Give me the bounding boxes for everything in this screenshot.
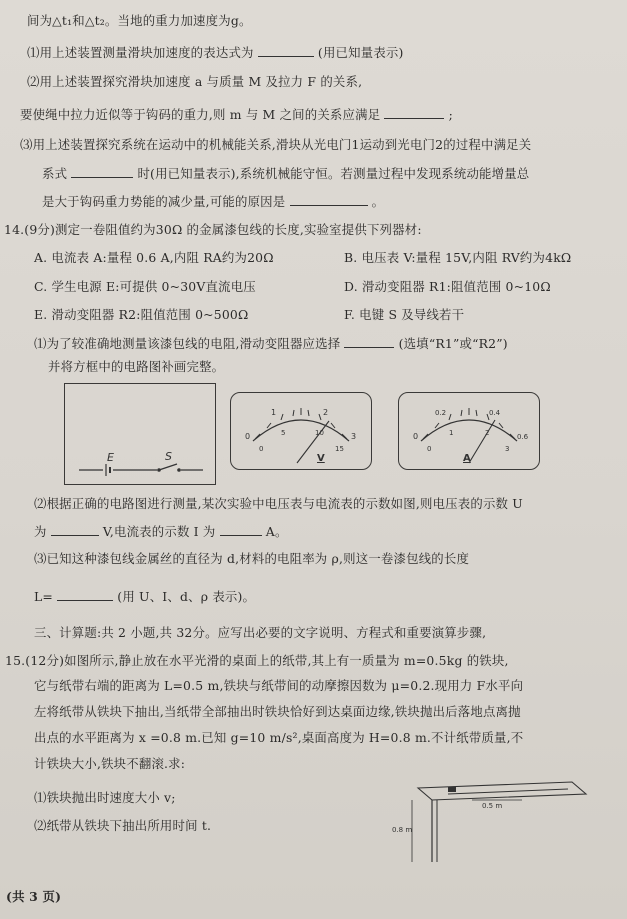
- outer-scale-0: 0: [245, 432, 251, 441]
- circuit-diagram: [65, 384, 215, 484]
- question-13-part-3-cont2: 是大于钩码重力势能的减少量,可能的原因是 。: [42, 194, 385, 209]
- inner-scale-2: 2: [485, 429, 490, 437]
- outer-scale-3: 3: [351, 432, 357, 441]
- voltmeter: [230, 392, 372, 470]
- equipment-c: C. 学生电源 E:可提供 0~30V直流电压: [34, 279, 256, 294]
- dial-ticks: [255, 408, 347, 439]
- inner-scale-3: 15: [335, 445, 344, 453]
- question-15-sub-2: ⑵纸带从铁块下抽出所用时间 t.: [34, 818, 212, 833]
- needle: [469, 420, 495, 463]
- question-13-part-1: ⑴用上述装置测量滑块加速度的表达式为 (用已知量表示): [27, 45, 404, 60]
- outer-scale-1: 1: [271, 408, 277, 417]
- outer-scale-3: 0.6: [517, 433, 529, 441]
- question-15-sub-1: ⑴铁块抛出时速度大小 v;: [34, 790, 176, 805]
- iron-block: [448, 787, 456, 792]
- battery-label: E: [107, 451, 114, 464]
- equipment-d: D. 滑动变阻器 R1:阻值范围 0~10Ω: [344, 279, 551, 294]
- equipment-a: A. 电流表 A:量程 0.6 A,内阻 RA约为20Ω: [34, 250, 274, 265]
- switch-label: S: [165, 450, 172, 463]
- question-15-text: 出点的水平距离为 x =0.8 m.已知 g=10 m/s²,桌面高度为 H=0.8 m.不计纸带质量,不: [34, 730, 524, 745]
- circuit-diagram-box[interactable]: [64, 383, 216, 485]
- question-13-part-2-cont: 要使绳中拉力近似等于钩码的重力,则 m 与 M 之间的关系应满足 ;: [20, 107, 453, 122]
- section-3-heading: 三、计算题:共 2 小题,共 32分。应写出必要的文字说明、方程式和重要演算步骤,: [34, 625, 487, 640]
- inner-scale-0: 0: [427, 445, 432, 453]
- inner-scale-3: 3: [505, 445, 510, 453]
- question-15-title: 15.(12分)如图所示,静止放在水平光滑的桌面上的纸带,其上有一质量为 m=0.5kg 的铁块,: [5, 653, 509, 668]
- table-top: [418, 782, 586, 800]
- outer-scale-1: 0.2: [435, 409, 447, 417]
- ammeter: [398, 392, 540, 470]
- inner-scale-1: 1: [449, 429, 454, 437]
- answer-blank[interactable]: [384, 106, 444, 119]
- question-15-text: 左将纸带从铁块下抽出,当纸带全部抽出时铁块恰好到达桌面边缘,铁块抛出后落地点离抛: [34, 704, 521, 719]
- voltage-answer-blank[interactable]: [51, 523, 99, 536]
- equipment-f: F. 电键 S 及导线若干: [344, 307, 465, 322]
- question-14-part-2-cont: 为 V,电流表的示数 I 为 A。: [34, 524, 288, 539]
- voltmeter-symbol: V: [317, 453, 325, 464]
- question-14-part-1: ⑴为了较准确地测量该漆包线的电阻,滑动变阻器应选择 (选填“R1”或“R2”): [34, 336, 508, 351]
- table-figure: [392, 770, 592, 866]
- inner-scale-1: 5: [281, 429, 286, 437]
- answer-blank[interactable]: [71, 165, 133, 178]
- question-14-part-1-cont: 并将方框中的电路图补画完整。: [48, 359, 225, 374]
- current-answer-blank[interactable]: [220, 523, 262, 536]
- length-answer-blank[interactable]: [57, 588, 113, 601]
- question-14-part-3-cont: L= (用 U、I、d、ρ 表示)。: [34, 589, 256, 604]
- question-13-part-3: ⑶用上述装置探究系统在运动中的机械能关系,滑块从光电门1运动到光电门2的过程中满足关: [20, 137, 532, 152]
- outer-scale-0: 0: [413, 432, 419, 441]
- dial-arc: [253, 420, 349, 441]
- question-14-part-2: ⑵根据正确的电路图进行测量,某次实验中电压表与电流表的示数如图,则电压表的示数 U: [34, 496, 523, 511]
- dimension-label-0-5m: 0.5 m: [482, 802, 503, 810]
- switch-lever: [159, 464, 177, 470]
- question-14-part-3: ⑶已知这种漆包线金属丝的直径为 d,材料的电阻率为 ρ,则这一卷漆包线的长度: [34, 551, 470, 566]
- dial-arc: [421, 420, 517, 441]
- question-14-title: 14.(9分)测定一卷阻值约为30Ω 的金属漆包线的长度,实验室提供下列器材:: [4, 222, 422, 237]
- outer-scale-2: 2: [323, 408, 329, 417]
- inner-scale-0: 0: [259, 445, 264, 453]
- page-footer: (共 3 页): [6, 889, 62, 904]
- answer-blank[interactable]: [290, 193, 368, 206]
- inner-scale-2: 10: [315, 429, 324, 437]
- paper-strip: [448, 789, 568, 794]
- question-15-text: 它与纸带右端的距离为 L=0.5 m,铁块与纸带间的动摩擦因数为 μ=0.2.现用力 F水平向: [34, 678, 524, 693]
- equipment-b: B. 电压表 V:量程 15V,内阻 RV约为4kΩ: [344, 250, 572, 265]
- answer-blank[interactable]: [258, 44, 314, 57]
- height-label-0-8m: 0.8 m: [392, 826, 413, 834]
- text-line: 间为△t₁和△t₂。当地的重力加速度为g。: [27, 13, 252, 28]
- outer-scale-2: 0.4: [489, 409, 501, 417]
- switch-terminal: [177, 468, 181, 472]
- question-15-text: 计铁块大小,铁块不翻滚.求:: [34, 756, 186, 771]
- question-13-part-2: ⑵用上述装置探究滑块加速度 a 与质量 M 及拉力 F 的关系,: [27, 74, 363, 89]
- question-13-part-3-cont: 系式 时(用已知量表示),系统机械能守恒。若测量过程中发现系统动能增量总: [42, 166, 530, 181]
- ammeter-symbol: A: [463, 453, 471, 464]
- answer-blank[interactable]: [344, 335, 394, 348]
- equipment-e: E. 滑动变阻器 R2:阻值范围 0~500Ω: [34, 307, 249, 322]
